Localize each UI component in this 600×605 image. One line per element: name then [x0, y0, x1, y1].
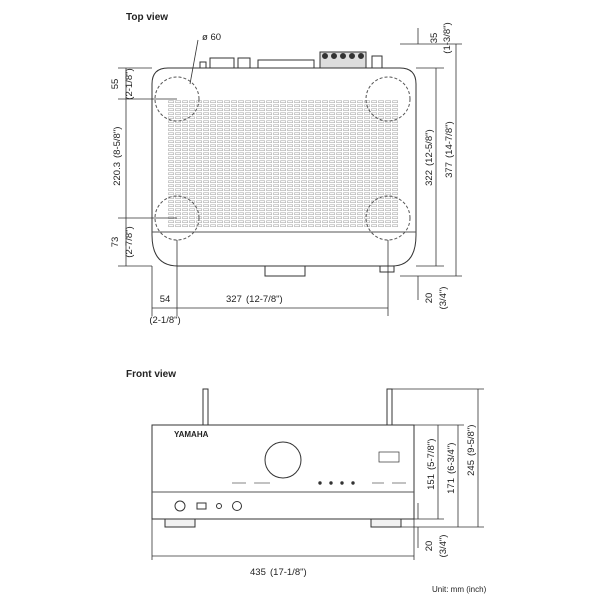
- front-view-heading: Front view: [126, 369, 177, 380]
- dim-body-depth-inch: (12-5/8"): [424, 129, 435, 166]
- dim-front-knob-inch: (3/4"): [438, 286, 449, 310]
- dim-total-depth-inch: (14-7/8"): [444, 121, 455, 158]
- front-view-display-button: [379, 452, 399, 462]
- unit-note: Unit: mm (inch): [432, 585, 487, 594]
- top-view-vent-grille: [168, 100, 398, 228]
- top-view-volume-knob: [265, 266, 305, 276]
- dim-hole-spacing-horizontal-inch: (12-7/8"): [246, 294, 283, 305]
- dim-total-depth-mm: 377: [444, 162, 455, 178]
- dim-width-inch: (17-1/8"): [270, 567, 307, 578]
- top-view-rear-jack: [200, 62, 206, 68]
- top-view-heading: Top view: [126, 12, 169, 23]
- front-view-indicator: [319, 482, 321, 484]
- front-view-right-antenna: [387, 389, 392, 425]
- top-view-unit: [152, 40, 416, 276]
- top-view-rear-jack: [258, 60, 314, 68]
- top-view-rear-jack: [210, 58, 234, 68]
- front-view-mic-jack: [217, 504, 222, 509]
- terminal-dot: [323, 54, 328, 59]
- front-view-usb-port: [197, 503, 206, 509]
- top-view-front-foot: [380, 266, 394, 272]
- dim-feet-height-inch: (3/4"): [438, 534, 449, 558]
- dim-hole-spacing-vertical-mm: 220.3: [112, 162, 123, 186]
- dim-height-with-feet-inch: (6-3/4"): [446, 442, 457, 474]
- terminal-dot: [332, 54, 337, 59]
- dim-body-height-mm: 151: [426, 474, 437, 490]
- dim-left-edge-to-hole-inch: (2-1/8"): [124, 68, 135, 100]
- dim-hole-to-front-inch: (2-7/8"): [124, 226, 135, 258]
- dim-feet-height-mm: 20: [424, 540, 435, 552]
- front-view-indicator: [330, 482, 332, 484]
- top-view-rear-jack: [372, 56, 382, 68]
- top-view-rear-jack: [238, 58, 250, 68]
- dim-width-mm: 435: [250, 567, 266, 578]
- hole-leader-line: [190, 40, 198, 84]
- dim-hole-spacing-vertical-inch: (8-5/8"): [112, 126, 123, 158]
- front-view-left-foot: [165, 519, 195, 527]
- dim-height-with-antenna-inch: (9-5/8"): [466, 424, 477, 456]
- dim-hole-spacing-horizontal-mm: 327: [226, 294, 242, 305]
- hole-diameter-label: ø 60: [202, 32, 222, 43]
- front-view-indicator: [341, 482, 343, 484]
- front-view-brand-logo: YAMAHA: [174, 430, 209, 439]
- terminal-dot: [341, 54, 346, 59]
- dim-rear-protrusion-inch: (1-3/8"): [442, 22, 453, 54]
- dim-front-knob-mm: 20: [424, 292, 435, 304]
- front-view-right-foot: [371, 519, 401, 527]
- dim-side-to-hole-mm: 54: [159, 294, 171, 305]
- dim-body-depth-mm: 322: [424, 170, 435, 186]
- dim-body-height-inch: (5-7/8"): [426, 438, 437, 470]
- dim-side-to-hole-inch: (2-1/8"): [149, 315, 181, 326]
- front-view-power-button: [175, 501, 185, 511]
- dim-rear-protrusion-mm: 35: [429, 32, 440, 44]
- front-view-indicator: [352, 482, 354, 484]
- dim-height-with-feet-mm: 171: [446, 478, 457, 494]
- front-view-phones-jack: [233, 502, 242, 511]
- dim-left-edge-to-hole-mm: 55: [110, 78, 121, 90]
- front-view-left-antenna: [203, 389, 208, 425]
- dim-hole-to-front-mm: 73: [110, 236, 121, 248]
- front-view-body: [152, 425, 414, 519]
- front-view-unit: [152, 389, 414, 527]
- dim-height-with-antenna-mm: 245: [466, 460, 477, 476]
- terminal-dot: [350, 54, 355, 59]
- front-view-volume-knob: [265, 442, 301, 478]
- terminal-dot: [359, 54, 364, 59]
